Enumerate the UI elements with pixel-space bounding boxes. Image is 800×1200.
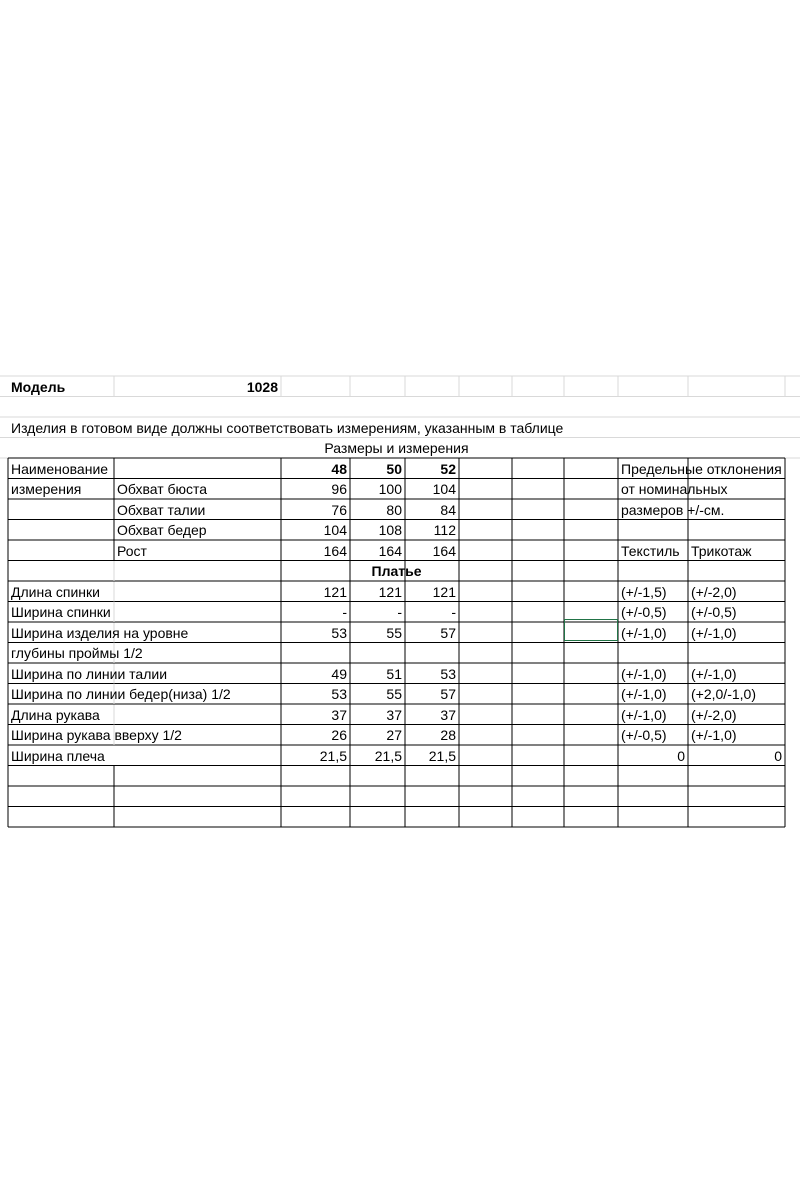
knit-tolerance: (+/-1,0) bbox=[691, 665, 737, 682]
knit-tolerance: (+2,0/-1,0) bbox=[691, 686, 756, 702]
textile-tolerance: (+/-1,0) bbox=[621, 665, 667, 682]
knit-tolerance: 0 bbox=[774, 747, 782, 764]
body-measurement-value: 104 bbox=[323, 522, 347, 538]
product-value: 53 bbox=[331, 624, 347, 641]
body-measurement-value: 164 bbox=[323, 542, 347, 559]
product-value: 121 bbox=[323, 583, 347, 600]
product-value: 49 bbox=[331, 665, 347, 682]
body-measurement-value: 100 bbox=[378, 481, 402, 497]
textile-tolerance: 0 bbox=[677, 747, 685, 764]
product-label: Ширина по линии бедер(низа) 1/2 bbox=[11, 686, 231, 702]
body-measurement-value: 164 bbox=[432, 542, 456, 559]
product-value: 57 bbox=[440, 686, 456, 702]
product-label: Ширина по линии талии bbox=[11, 665, 168, 682]
product-value: - bbox=[397, 604, 402, 620]
header-name-line1: Наименование bbox=[11, 460, 109, 477]
knit-tolerance: (+/-1,0) bbox=[691, 624, 737, 641]
body-measurement-value: 108 bbox=[378, 522, 402, 538]
body-measurement-label: Рост bbox=[117, 542, 147, 559]
product-value: 37 bbox=[440, 706, 456, 723]
body-measurement-value: 76 bbox=[331, 501, 347, 518]
product-label: Ширина рукава вверху 1/2 bbox=[11, 727, 182, 743]
size-header: 48 bbox=[331, 460, 347, 477]
knit-tolerance: (+/-2,0) bbox=[691, 706, 737, 723]
product-value: 121 bbox=[432, 583, 456, 600]
product-label: Ширина изделия на уровне bbox=[11, 624, 189, 641]
model-number: 1028 bbox=[246, 378, 278, 395]
textile-tolerance: (+/-1,0) bbox=[621, 686, 667, 702]
textile-header: Текстиль bbox=[621, 542, 680, 559]
textile-tolerance: (+/-1,5) bbox=[621, 583, 667, 600]
body-measurement-value: 104 bbox=[432, 481, 456, 497]
size-header: 50 bbox=[386, 460, 402, 477]
deviation-header-line3: размеров +/-см. bbox=[621, 501, 725, 518]
textile-tolerance: (+/-0,5) bbox=[621, 727, 667, 743]
product-value: 21,5 bbox=[428, 747, 456, 764]
textile-tolerance: (+/-0,5) bbox=[621, 604, 667, 620]
product-value: 21,5 bbox=[374, 747, 402, 764]
header-name-line2: измерения bbox=[11, 481, 82, 497]
model-label: Модель bbox=[11, 378, 66, 395]
product-value: 53 bbox=[440, 665, 456, 682]
note-text: Изделия в готовом виде должны соответствовать измерениям, указанным в таблице bbox=[11, 419, 564, 436]
product-value: 21,5 bbox=[319, 747, 347, 764]
body-measurement-value: 84 bbox=[440, 501, 456, 518]
product-value: 121 bbox=[378, 583, 402, 600]
product-value: 55 bbox=[386, 624, 402, 641]
product-value: 57 bbox=[440, 624, 456, 641]
product-value: 26 bbox=[331, 727, 347, 743]
textile-tolerance: (+/-1,0) bbox=[621, 706, 667, 723]
body-measurement-label: Обхват бюста bbox=[117, 481, 208, 497]
product-value: - bbox=[451, 604, 456, 620]
body-measurement-label: Обхват талии bbox=[117, 501, 206, 518]
deviation-header-line1: Предельные отклонения bbox=[621, 460, 782, 477]
body-measurement-label: Обхват бедер bbox=[117, 522, 207, 538]
knit-tolerance: (+/-2,0) bbox=[691, 583, 737, 600]
size-header: 52 bbox=[440, 460, 456, 477]
product-value: 55 bbox=[386, 686, 402, 702]
textile-tolerance: (+/-1,0) bbox=[621, 624, 667, 641]
knit-header: Трикотаж bbox=[691, 542, 752, 559]
body-measurement-value: 112 bbox=[433, 522, 456, 538]
product-value: 51 bbox=[386, 665, 402, 682]
body-measurement-value: 80 bbox=[386, 501, 402, 518]
product-label: глубины проймы 1/2 bbox=[11, 645, 143, 661]
table-title: Размеры и измерения bbox=[324, 440, 469, 456]
body-measurement-value: 164 bbox=[378, 542, 402, 559]
product-label: Длина рукава bbox=[11, 706, 100, 723]
body-measurement-value: 96 bbox=[331, 481, 347, 497]
product-value: 37 bbox=[386, 706, 402, 723]
product-label: Длина спинки bbox=[11, 583, 100, 600]
product-value: 27 bbox=[386, 727, 402, 743]
knit-tolerance: (+/-0,5) bbox=[691, 604, 737, 620]
product-label: Ширина плеча bbox=[11, 747, 105, 764]
knit-tolerance: (+/-1,0) bbox=[691, 727, 737, 743]
product-value: 28 bbox=[440, 727, 456, 743]
deviation-header-line2: от номинальных bbox=[621, 481, 728, 497]
product-value: 53 bbox=[331, 686, 347, 702]
product-value: - bbox=[342, 604, 347, 620]
product-value: 37 bbox=[331, 706, 347, 723]
selected-cell[interactable] bbox=[564, 619, 618, 641]
product-title: Платье bbox=[371, 563, 422, 579]
product-label: Ширина спинки bbox=[11, 604, 111, 620]
